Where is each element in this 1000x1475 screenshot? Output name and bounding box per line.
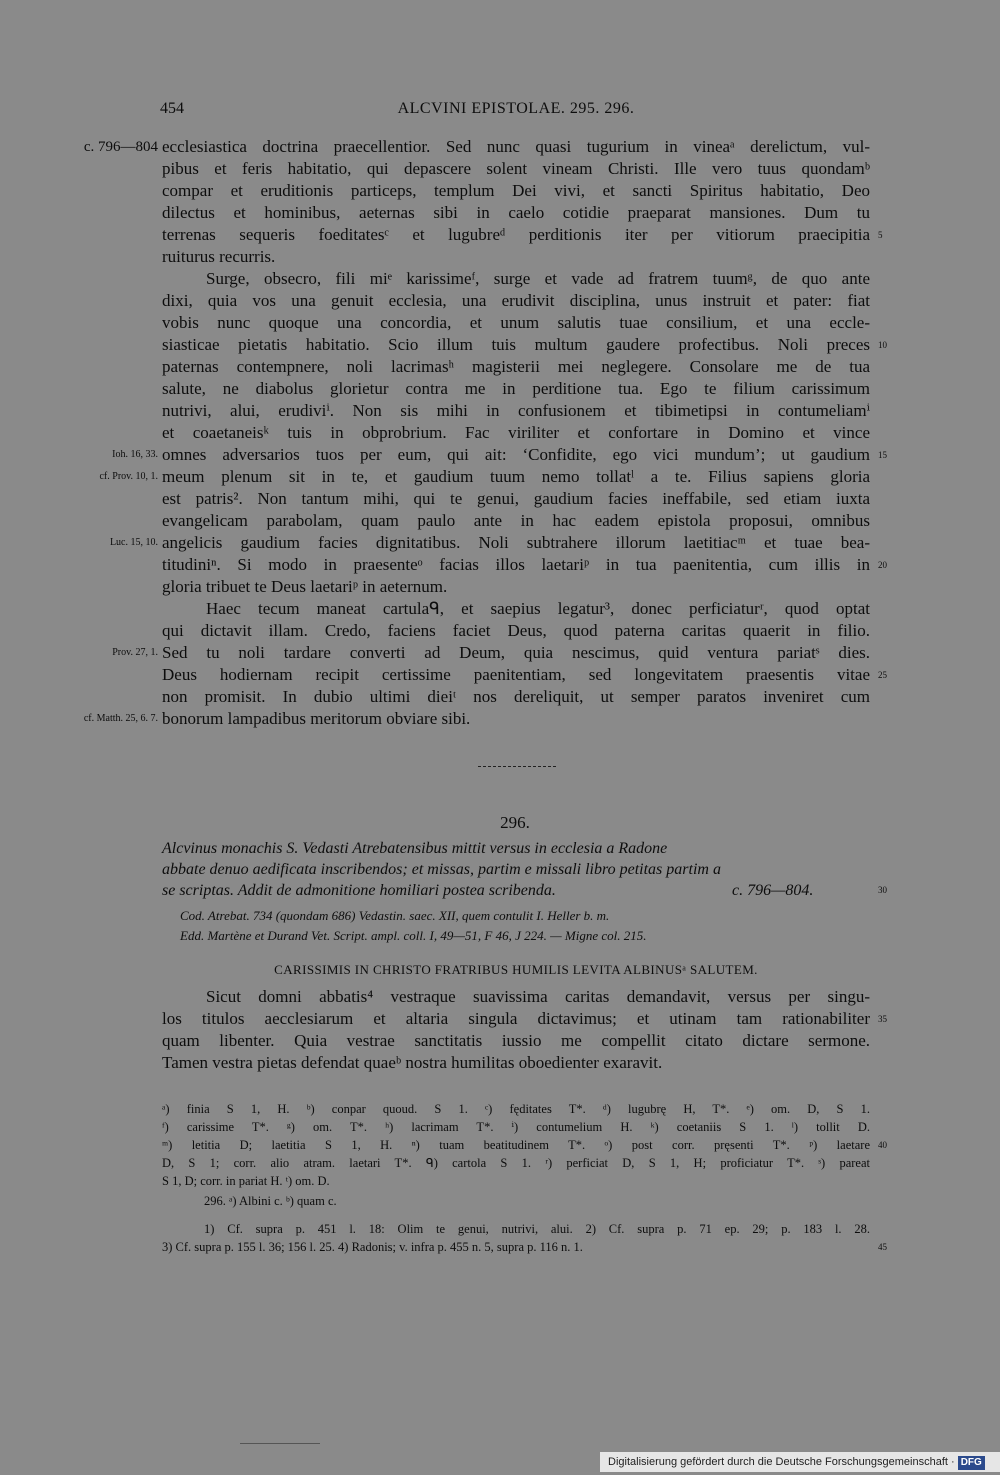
page-header xyxy=(160,100,872,124)
text-line: Sed tu noli tardare converti ad Deum, quia nescimus, quid ventura pariatˢ dies. xyxy=(162,643,870,662)
text-line: omnes adversarios tuos per eum, qui ait: ‘Confidite, ego vici mundum’; ut gaudium xyxy=(162,445,870,464)
summary-line: se scriptas. Addit de admonitione homiliari postea scribenda. xyxy=(162,882,556,899)
footer-text: Digitalisierung gefördert durch die Deutsche Forschungsgemeinschaft · xyxy=(608,1456,955,1468)
dfg-logo: DFG xyxy=(958,1456,985,1470)
summary-line: Alcvinus monachis S. Vedasti Atrebatensibus mittit versus in ecclesia a Radone xyxy=(162,840,668,857)
text-line: dilectus et hominibus, aeternas sibi in caelo cotidie praeparat mansiones. Dum tu xyxy=(162,203,870,222)
text-line: Tamen vestra pietas defendat quaeᵇ nostra humilitas oboedienter exaravit. xyxy=(162,1053,663,1072)
text-line: quam libenter. Quia vestrae sanctitatis iussio me compellit citato dictare sermone. xyxy=(162,1031,870,1050)
line-number: 30 xyxy=(878,885,887,895)
text-line: dixi, quia vos una genuit ecclesia, una erudivit disciplina, unus instruit et pater: fiat xyxy=(162,291,870,310)
line-number: 20 xyxy=(878,560,887,570)
digitization-footer xyxy=(600,1452,1000,1472)
salutation: CARISSIMIS IN CHRISTO FRATRIBUS HUMILIS LEVITA ALBINUSᵃ SALUTEM. xyxy=(274,962,758,977)
margin-reference: Prov. 27, 1. xyxy=(112,647,158,658)
text-line: meum plenum sit in te, et gaudium tuum nemo tollatˡ a te. Filius sapiens gloria xyxy=(162,467,870,486)
footnote-variants: ᶠ) carissime T*. ᵍ) om. T*. ʰ) lacrimam T*. ⁱ) contumelium H. ᵏ) coetaniis S 1. ˡ) tollit D. xyxy=(162,1120,870,1134)
text-line: evangelicam parabolam, quam paulo ante in hac eadem epistola proposui, omnibus xyxy=(162,511,870,530)
text-line: ecclesiastica doctrina praecellentior. Sed nunc quasi tugurium in vineaᵃ derelictum, vul- xyxy=(162,137,870,156)
line-number: 10 xyxy=(878,340,887,350)
text-line: salute, ne diabolus glorietur contra me in perditione tua. Ego te filium carissimum xyxy=(162,379,870,398)
separator-rule xyxy=(478,766,556,767)
text-line: titudiniⁿ. Si modo in praesenteᵒ facias illos laetariᵖ in tua paenitentia, cum illis in xyxy=(162,555,870,574)
margin-reference: Ioh. 16, 33. xyxy=(112,449,158,460)
line-number: 40 xyxy=(878,1140,887,1150)
text-line: Deus hodiernam recipit certissime paenitentiam, sed longevitatem praesentis vitae xyxy=(162,665,870,684)
text-line: gloria tribuet te Deus laetariᵖ in aeternum. xyxy=(162,577,448,596)
text-line: siasticae pietatis habitatio. Scio illum tuis multum gaudere profectibus. Noli preces xyxy=(162,335,870,354)
text-line: est patris². Non tantum mihi, qui te genui, gaudium facies ineffabile, sed etiam iuxta xyxy=(162,489,870,508)
margin-reference: cf. Prov. 10, 1. xyxy=(99,471,158,482)
text-line: compar et eruditionis particeps, templum Dei vivi, et sancti Spiritus habitatio, Deo xyxy=(162,181,870,200)
footnote-variants: S 1, D; corr. in pariat H. ᵗ) om. D. xyxy=(162,1174,330,1188)
text-line: pibus et feris habitatio, qui depascere solent vineam Christi. Ille vero tuus quondamᵇ xyxy=(162,159,870,178)
summary-date: c. 796—804. xyxy=(732,882,814,899)
margin-date: c. 796—804 xyxy=(83,139,158,155)
footnote-variants: ᵐ) letitia D; laetitia S 1, H. ⁿ) tuam beatitudinem T*. ᵒ) post corr. pręsenti T*. ᵖ) laetare xyxy=(162,1138,870,1152)
margin-reference: Luc. 15, 10. xyxy=(109,537,158,548)
text-line: qui dictavit illam. Credo, faciens faciet Deus, quod paterna caritas quaerit in filio. xyxy=(162,621,870,640)
summary-line: abbate denuo aedificata inscribendos; et missas, partim e missali libro petitas partim a xyxy=(162,861,721,878)
margin-reference: cf. Matth. 25, 6. 7. xyxy=(83,713,158,724)
running-title: ALCVINI EPISTOLAE. 295. 296. xyxy=(397,100,635,117)
page-number: 454 xyxy=(160,100,184,117)
text-line: non promisit. In dubio ultimi dieiᵗ nos dereliquit, ut semper paratos inveniret cum xyxy=(162,687,870,706)
text-line: Sicut domni abbatis⁴ vestraque suavissima caritas demandavit, versus per singu- xyxy=(206,987,870,1006)
text-line: vobis nunc quoque una concordia, et unum salutis tuae consilium, et una eccle- xyxy=(162,313,870,332)
footnote-variants: D, S 1; corr. alio atram. laetari T*. ᑫ) cartola S 1. ʳ) perficiat D, S 1, H; proficiatur T*. ˢ) pareat xyxy=(162,1156,870,1170)
text-line: angelicis gaudium facies dignitatibus. Noli subtrahere illorum laetitiacᵐ et tuae bea- xyxy=(162,533,870,552)
line-number: 35 xyxy=(878,1014,887,1024)
text-line: Surge, obsecro, fili miᵉ karissimeᶠ, surge et vade ad fratrem tuumᵍ, de quo ante xyxy=(206,269,870,288)
line-number: 45 xyxy=(878,1242,887,1252)
line-number: 15 xyxy=(878,450,887,460)
text-line: terrenas sequeris foeditatesᶜ et lugubreᵈ perditionis iter per vitiorum praecipitia xyxy=(162,225,870,244)
line-number: 25 xyxy=(878,670,887,680)
text-line: et coaetaneisᵏ tuis in obprobrium. Fac viriliter et confortare in Domino et vince xyxy=(162,423,870,442)
text-line: ruiturus recurris. xyxy=(162,247,276,266)
text-line: Haec tecum maneat cartulaᑫ, et saepius legatur³, donec perficiaturʳ, quod optat xyxy=(206,599,870,618)
footnote-variants: ᵃ) finia S 1, H. ᵇ) conpar quoud. S 1. ᶜ) fęditates T*. ᵈ) lugubrę H, T*. ᵉ) om. D, S 1. xyxy=(162,1102,870,1116)
line-number: 5 xyxy=(878,230,883,240)
footnote-variants: 296. ᵃ) Albini c. ᵇ) quam c. xyxy=(204,1194,337,1208)
letter-number: 296. xyxy=(500,813,530,832)
text-line: los titulos aecclesiarum et altaria singula dictavimus; et utinam tam rationabiliter xyxy=(162,1009,870,1028)
text-line: paternas contempnere, noli lacrimasʰ magisterii mei neglegere. Consolare me de tua xyxy=(162,357,870,376)
footnote-sources: 3) Cf. supra p. 155 l. 36; 156 l. 25. 4) Radonis; v. infra p. 455 n. 5, supra p. 116 n. 1. xyxy=(162,1240,583,1254)
codex-line: Edd. Martène et Durand Vet. Script. ampl. coll. I, 49—51, F 46, J 224. — Migne col. 215. xyxy=(180,928,647,943)
text-line: bonorum lampadibus meritorum obviare sibi. xyxy=(162,709,471,728)
footnote-sources: 1) Cf. supra p. 451 l. 18: Olim te genui, nutrivi, alui. 2) Cf. supra p. 71 ep. 29; p. 183 l. 28. xyxy=(204,1222,870,1236)
bottom-rule xyxy=(240,1443,320,1444)
text-line: nutrivi, alui, erudiviⁱ. Non sis mihi in confusionem et tibimetipsi in contumeliamⁱ xyxy=(162,401,870,420)
codex-line: Cod. Atrebat. 734 (quondam 686) Vedastin. saec. XII, quem contulit I. Heller b. m. xyxy=(180,908,610,923)
